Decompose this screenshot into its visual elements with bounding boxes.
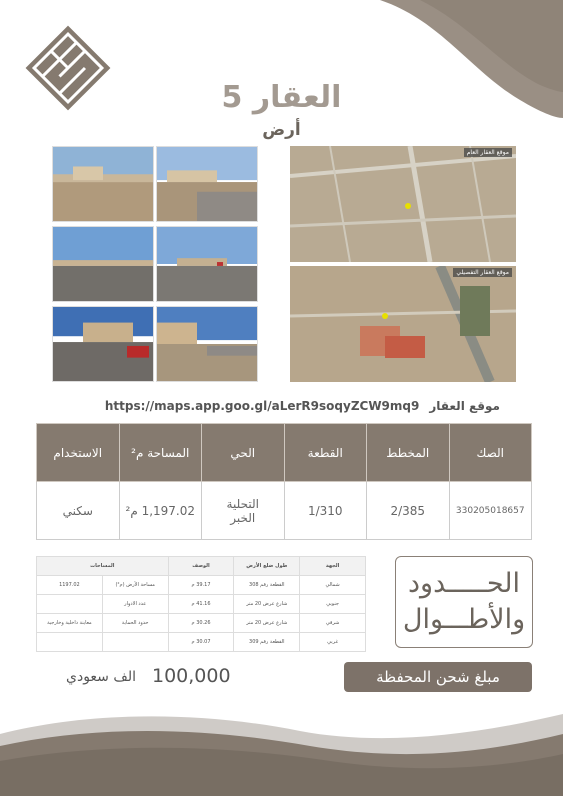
- table-cell: عدد الادوار: [102, 595, 168, 614]
- table-cell: شارع عرض 20 متر: [234, 595, 300, 614]
- cell-usage: سكني: [37, 482, 120, 540]
- table-cell: معاينة داخلية وخارجية: [37, 614, 103, 633]
- property-photo: [156, 146, 258, 222]
- property-photo: [156, 306, 258, 382]
- cell-area: 1,197.02 م²: [119, 482, 202, 540]
- table-cell: القطعة رقم 308: [234, 576, 300, 595]
- wallet-charge-amount: 100,000: [152, 665, 231, 687]
- table-cell: [102, 633, 168, 652]
- property-table: [36, 423, 532, 540]
- detailed-location-map: [290, 266, 516, 382]
- bottom-wave-decoration: [0, 706, 563, 796]
- wallet-charge-badge: مبلغ شحن المحفظة: [344, 662, 532, 692]
- table-cell: 39.17 م: [168, 576, 234, 595]
- header-plan: المخطط: [367, 424, 450, 482]
- table-row: [37, 576, 366, 595]
- header-usage: الاستخدام: [37, 424, 120, 482]
- location-row: [60, 396, 500, 416]
- bounds-heading-line2: والأطـــوال: [402, 604, 526, 635]
- table-cell: شارع عرض 20 متر: [234, 614, 300, 633]
- cell-plot: 1/310: [284, 482, 367, 540]
- table-cell: [37, 595, 103, 614]
- table-cell: مساحة الأرض (م²): [102, 576, 168, 595]
- bounds-header-length: طول ضلع الأرض: [234, 557, 300, 576]
- general-map-label: موقع العقار العام: [464, 148, 512, 157]
- table-row: [37, 614, 366, 633]
- table-cell: [37, 633, 103, 652]
- bounds-table: [36, 556, 366, 652]
- table-row: [37, 595, 366, 614]
- location-link[interactable]: https://maps.app.goo.gl/aLerR9soqyZCW9mq9: [104, 399, 420, 413]
- bounds-header-areas: المساحات: [37, 557, 169, 576]
- table-cell: 30.07 م: [168, 633, 234, 652]
- table-cell: شرقي: [300, 614, 366, 633]
- property-photo: [52, 306, 154, 382]
- cell-deed: 330205018657: [449, 482, 532, 540]
- bounds-header-direction: الجهة: [300, 557, 366, 576]
- header-area: المساحة م²: [119, 424, 202, 482]
- table-cell: 1197.02: [37, 576, 103, 595]
- bounds-heading-line1: الحـــــدود: [408, 568, 520, 599]
- header-district: الحي: [202, 424, 285, 482]
- table-cell: غربي: [300, 633, 366, 652]
- table-cell: 30.26 م: [168, 614, 234, 633]
- cell-plan: 2/385: [367, 482, 450, 540]
- bounds-header-description: الوصف: [168, 557, 234, 576]
- table-cell: حدود الحماية: [102, 614, 168, 633]
- table-row: [37, 633, 366, 652]
- property-photo: [52, 226, 154, 302]
- property-photos: [52, 146, 260, 384]
- page-title: العقار 5: [221, 80, 342, 115]
- bounds-heading-box: [395, 556, 533, 648]
- general-location-map: [290, 146, 516, 262]
- table-cell: القطعة رقم 309: [234, 633, 300, 652]
- header-plot: القطعة: [284, 424, 367, 482]
- table-cell: جنوبي: [300, 595, 366, 614]
- cell-district: التحلية الخبر: [202, 482, 285, 540]
- table-cell: شمالي: [300, 576, 366, 595]
- table-cell: 41.16 م: [168, 595, 234, 614]
- property-photo: [52, 146, 154, 222]
- location-label: موقع العقار: [429, 399, 500, 413]
- page-subtitle: أرض: [262, 120, 301, 140]
- header-deed: الصك: [449, 424, 532, 482]
- property-photo: [156, 226, 258, 302]
- wallet-charge-currency: الف سعودي: [66, 669, 137, 685]
- detailed-map-label: موقع العقار التفصيلي: [453, 268, 512, 277]
